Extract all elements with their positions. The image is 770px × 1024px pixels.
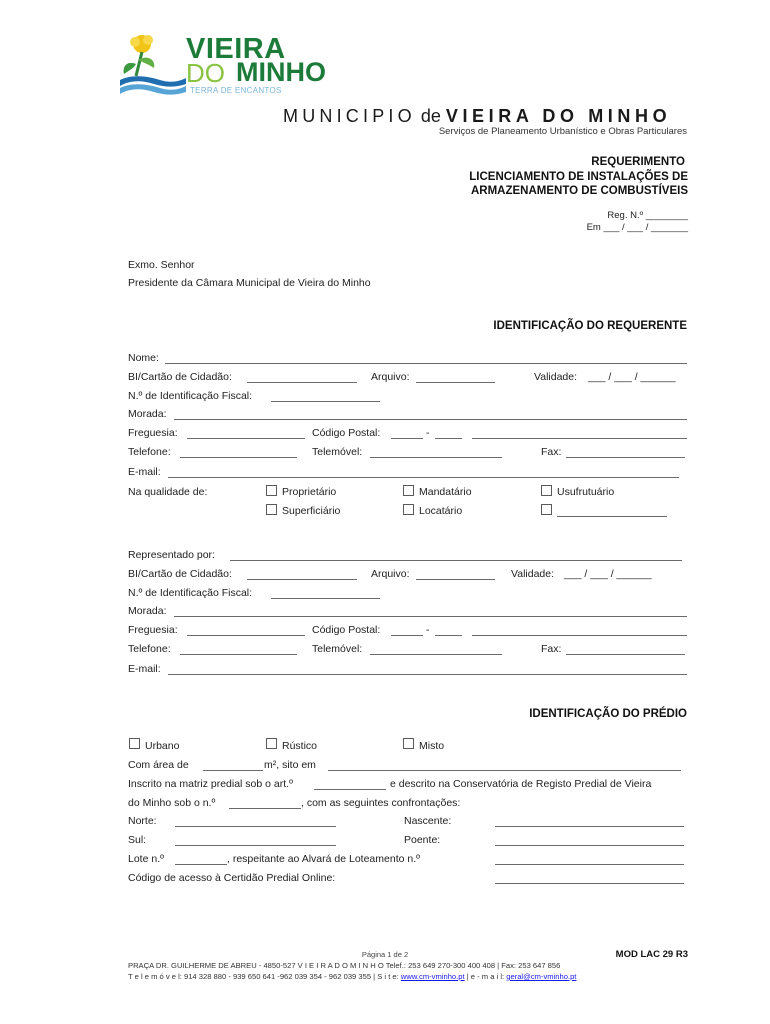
- rep-bi-label: BI/Cartão de Cidadão:: [128, 568, 232, 580]
- rep-morada-input[interactable]: [174, 616, 687, 617]
- section-heading-predio: IDENTIFICAÇÃO DO PRÉDIO: [529, 708, 687, 720]
- misto-label: Misto: [419, 740, 445, 752]
- title-town: VIEIRA DO MINHO: [445, 106, 672, 126]
- section-heading-requerente: IDENTIFICAÇÃO DO REQUERENTE: [493, 320, 687, 332]
- fax-label: Fax:: [541, 446, 562, 458]
- alvara-label: , respeitante ao Alvará de Loteamento n.º: [227, 853, 420, 865]
- date-field[interactable]: Em ___ / ___ / _______: [586, 222, 688, 233]
- sito-label: m², sito em: [264, 759, 316, 771]
- poente-label: Poente:: [404, 834, 441, 846]
- rep-nif-input[interactable]: [271, 598, 380, 599]
- sito-input[interactable]: [328, 770, 681, 771]
- arquivo-input[interactable]: [416, 382, 495, 383]
- footer-contacts: [128, 972, 576, 981]
- reg-number-field[interactable]: Reg. N.º ________: [607, 210, 688, 221]
- codigo-acesso-label: Código de acesso à Certidão Predial Online:: [128, 872, 336, 884]
- rep-telefone-input[interactable]: [180, 654, 297, 655]
- morada-label: Morada:: [128, 408, 167, 420]
- validade-input[interactable]: ___ / ___ / ______: [588, 371, 676, 383]
- usufrutuario-checkbox[interactable]: [541, 485, 552, 496]
- form-title-line2: LICENCIAMENTO DE INSTALAÇÕES DE: [469, 171, 688, 183]
- norte-input[interactable]: [175, 826, 336, 827]
- page-title: [283, 106, 671, 127]
- codigo-postal-label: Código Postal:: [312, 427, 381, 439]
- nif-label: N.º de Identificação Fiscal:: [128, 390, 253, 402]
- morada-input[interactable]: [174, 419, 687, 420]
- misto-checkbox[interactable]: [403, 738, 414, 749]
- email-input[interactable]: [168, 477, 679, 478]
- footer-phones: T e l e m ó v e l: 914 328 880 - 939 650 641 -962 039 354 - 962 039 355 | S i t e:: [128, 972, 401, 981]
- inscrito-label: Inscrito na matriz predial sob o art.º: [128, 778, 293, 790]
- fax-input[interactable]: [566, 457, 685, 458]
- lote-label: Lote n.º: [128, 853, 164, 865]
- rep-nif-label: N.º de Identificação Fiscal:: [128, 587, 253, 599]
- rep-arquivo-label: Arquivo:: [371, 568, 410, 580]
- rep-localidade-input[interactable]: [472, 635, 687, 636]
- representado-input[interactable]: [230, 560, 682, 561]
- footer-email-label: | e - m a i l:: [464, 972, 507, 981]
- lote-input[interactable]: [175, 864, 227, 865]
- flower-emblem-icon: [118, 30, 188, 100]
- qualidade-label: Na qualidade de:: [128, 486, 208, 498]
- representado-label: Representado por:: [128, 549, 215, 561]
- title-de: de: [415, 106, 446, 126]
- rep-fax-input[interactable]: [566, 654, 685, 655]
- poente-input[interactable]: [495, 845, 684, 846]
- rep-codigo-postal-input-1[interactable]: [391, 635, 423, 636]
- usufrutuario-label: Usufrutuário: [557, 486, 615, 498]
- nascente-label: Nascente:: [404, 815, 452, 827]
- page-number: Página 1 de 2: [361, 950, 409, 959]
- freguesia-label: Freguesia:: [128, 427, 178, 439]
- services-subtitle: Serviços de Planeamento Urbanístico e Obras Particulares: [438, 126, 687, 137]
- logo-brand-line2a: DO: [186, 58, 225, 88]
- rep-fax-label: Fax:: [541, 643, 562, 655]
- proprietario-checkbox[interactable]: [266, 485, 277, 496]
- sul-label: Sul:: [128, 834, 147, 846]
- rep-freguesia-label: Freguesia:: [128, 624, 178, 636]
- rep-bi-input[interactable]: [247, 579, 357, 580]
- localidade-input[interactable]: [472, 438, 687, 439]
- arquivo-label: Arquivo:: [371, 371, 410, 383]
- codigo-postal-input-1[interactable]: [391, 438, 423, 439]
- email-link[interactable]: geral@cm-vminho.pt: [506, 972, 577, 981]
- area-input[interactable]: [203, 770, 263, 771]
- urbano-checkbox[interactable]: [129, 738, 140, 749]
- codigo-postal-dash: -: [426, 427, 430, 439]
- urbano-label: Urbano: [145, 740, 180, 752]
- logo-brand-line1: VIEIRA: [186, 33, 286, 65]
- logo-brand-line2b: MINHO: [236, 57, 326, 87]
- validade-label: Validade:: [534, 371, 578, 383]
- rep-validade-label: Validade:: [511, 568, 555, 580]
- rustico-checkbox[interactable]: [266, 738, 277, 749]
- website-link[interactable]: www.cm-vminho.pt: [400, 972, 465, 981]
- rep-codigo-postal-label: Código Postal:: [312, 624, 381, 636]
- telemovel-input[interactable]: [370, 457, 502, 458]
- locatario-label: Locatário: [419, 505, 463, 517]
- rep-email-label: E-mail:: [128, 663, 161, 675]
- rep-telemovel-input[interactable]: [370, 654, 502, 655]
- rustico-label: Rústico: [282, 740, 318, 752]
- rep-morada-label: Morada:: [128, 605, 167, 617]
- municipality-logo: [118, 30, 326, 100]
- confrontacoes-label: , com as seguintes confrontações:: [301, 797, 461, 809]
- other-qualidade-input[interactable]: [557, 516, 667, 517]
- bi-label: BI/Cartão de Cidadão:: [128, 371, 232, 383]
- telefone-label: Telefone:: [128, 446, 171, 458]
- mandatario-checkbox[interactable]: [403, 485, 414, 496]
- rep-telemovel-label: Telemóvel:: [312, 643, 363, 655]
- artigo-input[interactable]: [314, 789, 386, 790]
- superficiario-checkbox[interactable]: [266, 504, 277, 515]
- sul-input[interactable]: [175, 845, 336, 846]
- superficiario-label: Superficiário: [282, 505, 341, 517]
- footer-address: PRAÇA DR. GUILHERME DE ABREU - 4850-527 V I E I R A D O M I N H O Telef.: 253 649 270-300 400 408 | Fax: 253 647 856: [128, 961, 561, 970]
- rep-telefone-label: Telefone:: [128, 643, 171, 655]
- codigo-postal-input-2[interactable]: [435, 438, 462, 439]
- form-title-line1: REQUERIMENTO: [591, 156, 685, 168]
- nome-input[interactable]: [165, 363, 687, 364]
- form-code: MOD LAC 29 R3: [615, 949, 688, 960]
- descricao-numero-input[interactable]: [229, 808, 301, 809]
- telemovel-label: Telemóvel:: [312, 446, 363, 458]
- email-label: E-mail:: [128, 466, 161, 478]
- conservatoria-label: e descrito na Conservatória de Registo Predial de Vieira: [390, 778, 652, 790]
- rep-email-input[interactable]: [168, 674, 687, 675]
- rep-freguesia-input[interactable]: [187, 635, 305, 636]
- nome-label: Nome:: [128, 352, 159, 364]
- rep-codigo-postal-dash: -: [426, 624, 430, 636]
- locatario-checkbox[interactable]: [403, 504, 414, 515]
- addressee-title: Presidente da Câmara Municipal de Vieira do Minho: [128, 277, 371, 289]
- rep-validade-input[interactable]: ___ / ___ / ______: [564, 568, 652, 580]
- area-label: Com área de: [128, 759, 189, 771]
- mandatario-label: Mandatário: [419, 486, 472, 498]
- codigo-acesso-input[interactable]: [495, 883, 684, 884]
- rep-arquivo-input[interactable]: [416, 579, 495, 580]
- alvara-input[interactable]: [495, 864, 684, 865]
- logo-tagline: TERRA DE ENCANTOS: [190, 86, 282, 95]
- proprietario-label: Proprietário: [282, 486, 337, 498]
- bi-input[interactable]: [247, 382, 357, 383]
- title-municipio: MUNICIPIO: [283, 106, 416, 126]
- descricao-label: do Minho sob o n.º: [128, 797, 216, 809]
- nascente-input[interactable]: [495, 826, 684, 827]
- norte-label: Norte:: [128, 815, 157, 827]
- nif-input[interactable]: [271, 401, 380, 402]
- telefone-input[interactable]: [180, 457, 297, 458]
- rep-codigo-postal-input-2[interactable]: [435, 635, 462, 636]
- form-title-line3: ARMAZENAMENTO DE COMBUSTÍVEIS: [470, 185, 688, 197]
- addressee-greeting: Exmo. Senhor: [128, 259, 195, 271]
- other-qualidade-checkbox[interactable]: [541, 504, 552, 515]
- freguesia-input[interactable]: [187, 438, 305, 439]
